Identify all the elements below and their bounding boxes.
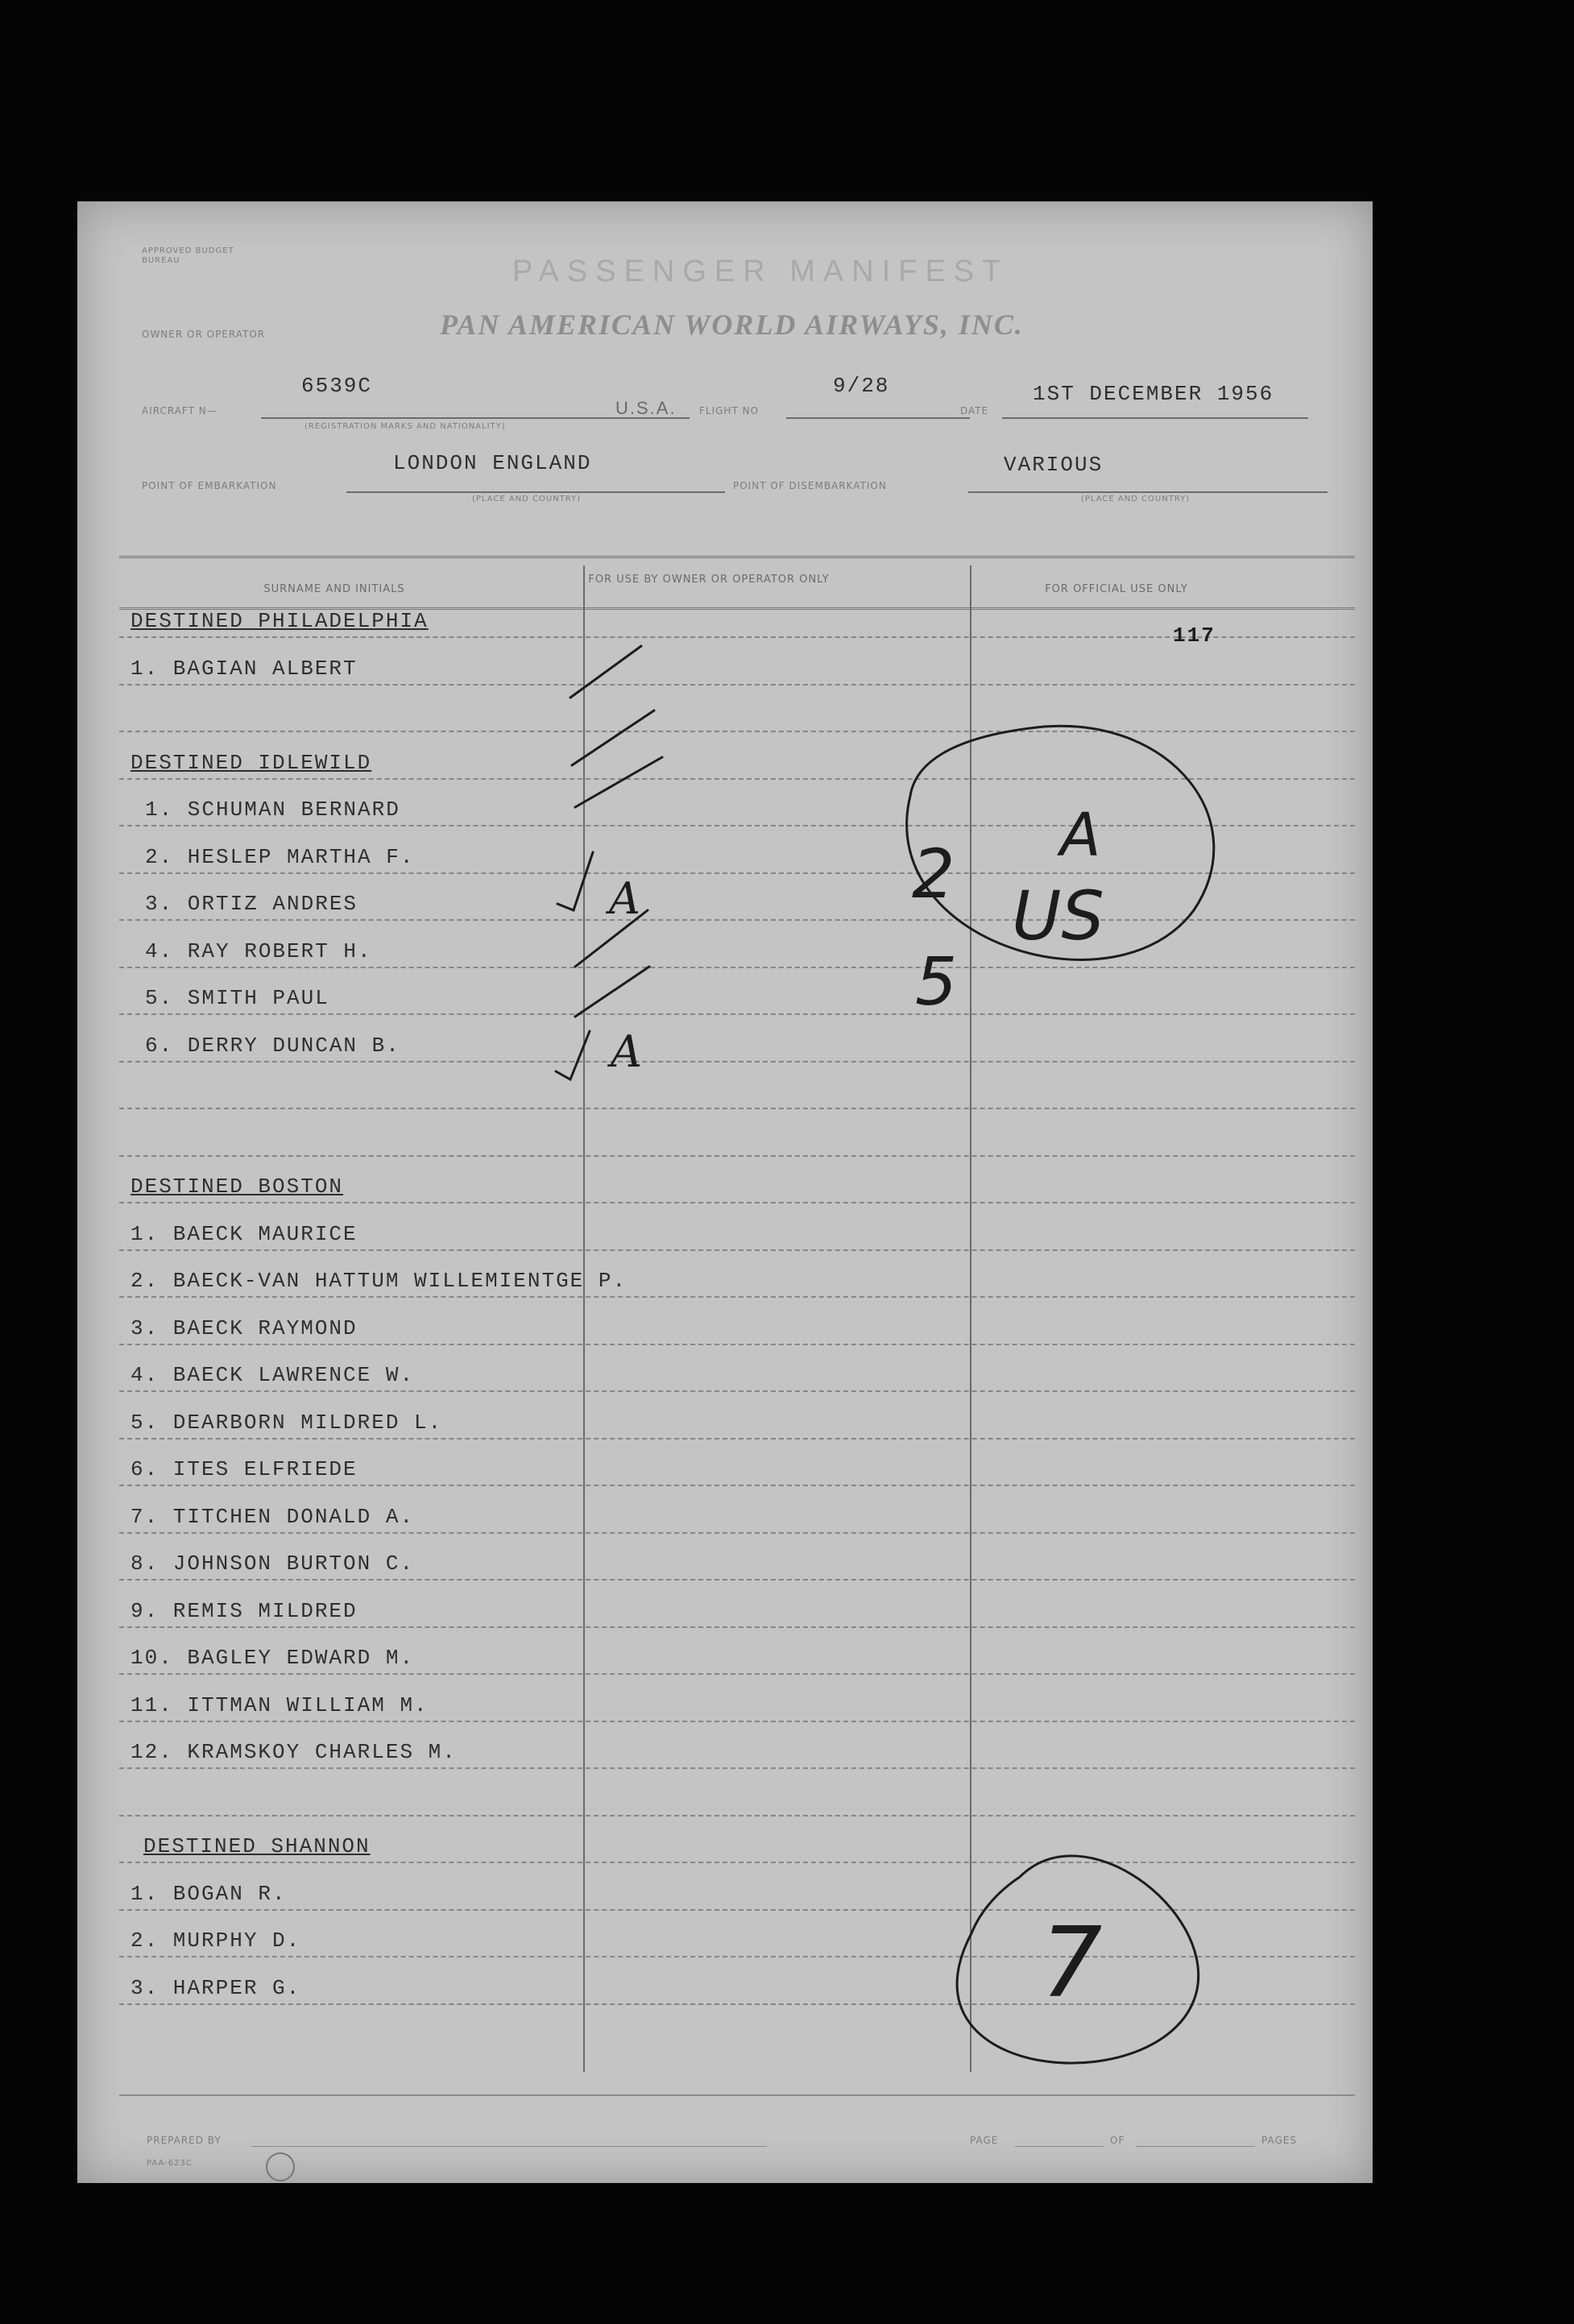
check-mark [570,646,641,698]
check-mark [572,710,654,765]
col-official-header: FOR OFFICIAL USE ONLY [1045,583,1188,595]
nationality: U.S.A. [615,398,677,418]
passenger-row: 2. HESLEP MARTHA F. [145,844,415,869]
of-line [1136,2146,1255,2147]
owner-name: PAN AMERICAN WORLD AIRWAYS, INC. [440,309,1024,341]
passenger-row: 10. BAGLEY EDWARD M. [130,1646,415,1670]
prepared-line [251,2146,767,2147]
passenger-row: 7. TITCHEN DONALD A. [130,1504,415,1529]
passenger-row: 1. BAECK MAURICE [130,1221,358,1246]
form-title: PASSENGER MANIFEST [512,255,1009,288]
pages-label: PAGES [1261,2135,1297,2146]
aircraft-value: 6539C [301,374,373,398]
passenger-row: 5. DEARBORN MILDRED L. [130,1410,443,1435]
section-heading: DESTINED IDLEWILD [130,750,372,775]
passenger-row: 6. ITES ELFRIEDE [130,1457,358,1481]
registration-caption: (REGISTRATION MARKS AND NATIONALITY) [304,422,506,431]
seal-icon [266,2152,295,2181]
passenger-row: 1. BOGAN R. [130,1881,287,1906]
check-mark [557,852,593,910]
passenger-row: 2. MURPHY D. [130,1928,301,1953]
owner-label: OWNER OR OPERATOR [142,329,266,340]
passenger-row: 5. SMITH PAUL [145,986,329,1010]
page-line [1015,2146,1104,2147]
section-heading: DESTINED SHANNON [143,1834,371,1858]
passenger-row: 4. RAY ROBERT H. [145,938,372,963]
handwritten-a-2: A [611,1026,642,1077]
embark-label: POINT OF EMBARKATION [142,480,277,491]
handwriting-layer [77,201,1373,2183]
passenger-row: 1. SCHUMAN BERNARD [145,797,400,822]
manifest-page [77,201,1373,2183]
passenger-row: 3. HARPER G. [130,1975,301,2000]
handwritten-circle-1-us: US [1012,876,1104,955]
approval-text: APPROVED BUDGET BUREAU [142,246,234,265]
check-mark [575,967,649,1017]
flight-value: 9/28 [833,374,890,398]
date-value: 1ST DECEMBER 1956 [1033,382,1274,406]
aircraft-label: AIRCRAFT N— [142,405,217,416]
flight-label: FLIGHT NO [699,405,760,416]
passenger-row: 2. BAECK-VAN HATTUM WILLEMIENTGE P. [130,1269,628,1293]
col-owner-header: FOR USE BY OWNER OR OPERATOR ONLY [588,574,830,586]
of-label: OF [1110,2135,1125,2146]
check-mark [575,757,662,807]
form-code: PAA-623C [147,2159,193,2168]
page-label: PAGE [970,2135,999,2146]
passenger-row: 1. BAGIAN ALBERT [130,656,358,681]
handwritten-a-1: A [609,873,640,924]
handwritten-circle-1-letter: A [1060,801,1101,870]
embark-value: LONDON ENGLAND [393,451,592,475]
handwritten-circle-1-digit: 2 [912,835,955,913]
passenger-row: 8. JOHNSON BURTON C. [130,1551,415,1576]
passenger-row: 9. REMIS MILDRED [130,1598,358,1623]
passenger-row: 3. BAECK RAYMOND [130,1315,358,1340]
passenger-row: 4. BAECK LAWRENCE W. [130,1363,415,1387]
disembark-value: VARIOUS [1004,453,1104,477]
passenger-row: 6. DERRY DUNCAN B. [145,1033,400,1058]
passenger-row: 12. KRAMSKOY CHARLES M. [130,1740,457,1764]
handwritten-circle-2-digit: 7 [1041,1908,1103,2020]
prepared-label: PREPARED BY [147,2135,222,2146]
check-mark [556,1031,590,1079]
disembark-caption: (PLACE AND COUNTRY) [1081,495,1191,503]
disembark-label: POINT OF DISEMBARKATION [733,480,887,491]
handwritten-circle-1-count: 5 [915,944,958,1021]
section-heading: DESTINED PHILADELPHIA [130,609,429,633]
date-label: DATE [960,405,989,416]
section-heading: DESTINED BOSTON [130,1174,344,1199]
passenger-row: 3. ORTIZ ANDRES [145,892,358,916]
col-surname-header: SURNAME AND INITIALS [263,583,405,595]
passenger-row: 11. ITTMAN WILLIAM M. [130,1692,429,1717]
footer-rule [119,2094,1355,2096]
embark-caption: (PLACE AND COUNTRY) [472,495,582,503]
official-number: 117 [1173,623,1216,648]
